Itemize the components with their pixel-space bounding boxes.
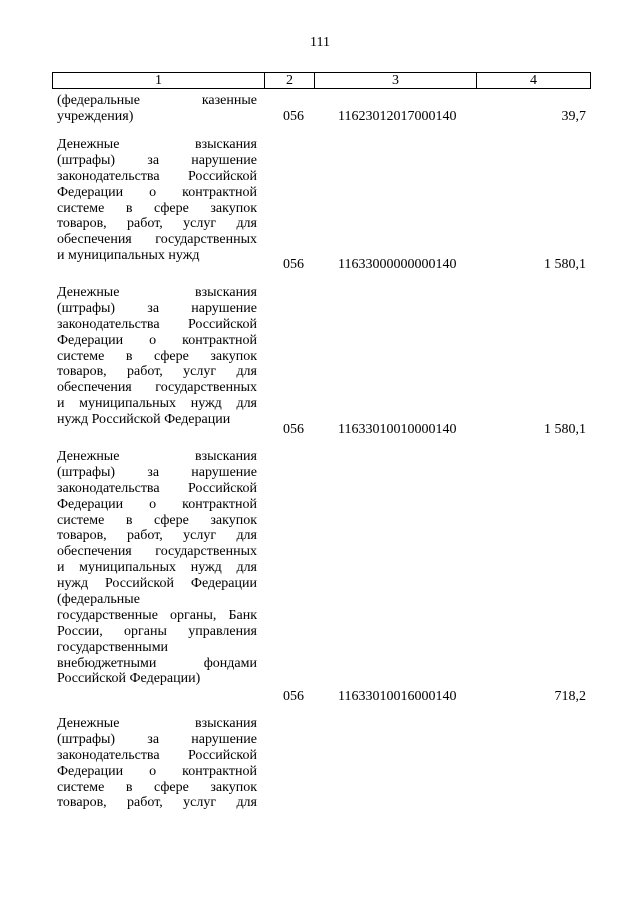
- description-line: системе в сфере закупок: [57, 348, 257, 364]
- description-line: законодательства Российской: [57, 168, 257, 184]
- page-number: 111: [310, 35, 330, 50]
- admin-code: 056: [283, 422, 304, 437]
- description-line: государственными: [57, 639, 169, 655]
- description-line: Федерации о контрактной: [57, 763, 257, 779]
- column-header-1: 1: [53, 73, 265, 89]
- budget-classification-code: 11633000000000140: [338, 257, 457, 272]
- amount: 1 580,1: [544, 422, 586, 437]
- budget-classification-code: 11633010016000140: [338, 689, 457, 704]
- description-line: Денежные взыскания: [57, 449, 257, 464]
- description-line: обеспечения государственных: [57, 232, 257, 248]
- column-header-3: 3: [315, 73, 477, 89]
- description-line: товаров, работ, услуг для: [57, 795, 257, 811]
- description-line: системе в сфере закупок: [57, 200, 257, 216]
- description-line: обеспечения государственных: [57, 380, 257, 396]
- description-line: Денежные взыскания: [57, 716, 257, 731]
- row-description: [57, 137, 257, 264]
- description-line: обеспечения государственных: [57, 544, 257, 560]
- column-header-row: [53, 73, 591, 89]
- description-line: (штрафы) за нарушение: [57, 731, 257, 747]
- description-line: Федерации о контрактной: [57, 496, 257, 512]
- budget-classification-code: 11623012017000140: [338, 109, 457, 124]
- description-line: и муниципальных нужд для: [57, 560, 257, 576]
- description-line: законодательства Российской: [57, 316, 257, 332]
- admin-code: 056: [283, 689, 304, 704]
- description-line: государственные органы, Банк: [57, 607, 257, 623]
- description-line: учреждения): [57, 108, 134, 124]
- description-line: внебюджетными фондами: [57, 655, 257, 671]
- amount: 39,7: [561, 109, 586, 124]
- description-line: (штрафы) за нарушение: [57, 152, 257, 168]
- description-line: и муниципальных нужд: [57, 248, 200, 264]
- row-description: [57, 285, 257, 428]
- description-line: нужд Российской Федерации: [57, 576, 257, 592]
- description-line: (штрафы) за нарушение: [57, 300, 257, 316]
- budget-classification-code: 11633010010000140: [338, 422, 457, 437]
- description-line: товаров, работ, услуг для: [57, 528, 257, 544]
- description-line: нужд Российской Федерации: [57, 412, 231, 428]
- description-line: системе в сфере закупок: [57, 512, 257, 528]
- column-header-table: [52, 72, 591, 89]
- description-line: Федерации о контрактной: [57, 184, 257, 200]
- row-description: [57, 716, 257, 811]
- description-line: (штрафы) за нарушение: [57, 464, 257, 480]
- description-line: и муниципальных нужд для: [57, 396, 257, 412]
- description-line: товаров, работ, услуг для: [57, 216, 257, 232]
- description-line: Денежные взыскания: [57, 285, 257, 300]
- description-line: России, органы управления: [57, 623, 257, 639]
- description-line: законодательства Российской: [57, 747, 257, 763]
- description-line: (федеральные казенные: [57, 93, 257, 108]
- description-line: Федерации о контрактной: [57, 332, 257, 348]
- row-description: [57, 449, 257, 687]
- amount: 718,2: [554, 689, 586, 704]
- admin-code: 056: [283, 257, 304, 272]
- description-line: системе в сфере закупок: [57, 779, 257, 795]
- column-header-4: 4: [477, 73, 591, 89]
- column-header-2: 2: [265, 73, 315, 89]
- description-line: (федеральные: [57, 592, 140, 608]
- description-line: Денежные взыскания: [57, 137, 257, 152]
- description-line: Российской Федерации): [57, 671, 201, 687]
- admin-code: 056: [283, 109, 304, 124]
- row-description: [57, 93, 257, 125]
- amount: 1 580,1: [544, 257, 586, 272]
- description-line: товаров, работ, услуг для: [57, 364, 257, 380]
- description-line: законодательства Российской: [57, 480, 257, 496]
